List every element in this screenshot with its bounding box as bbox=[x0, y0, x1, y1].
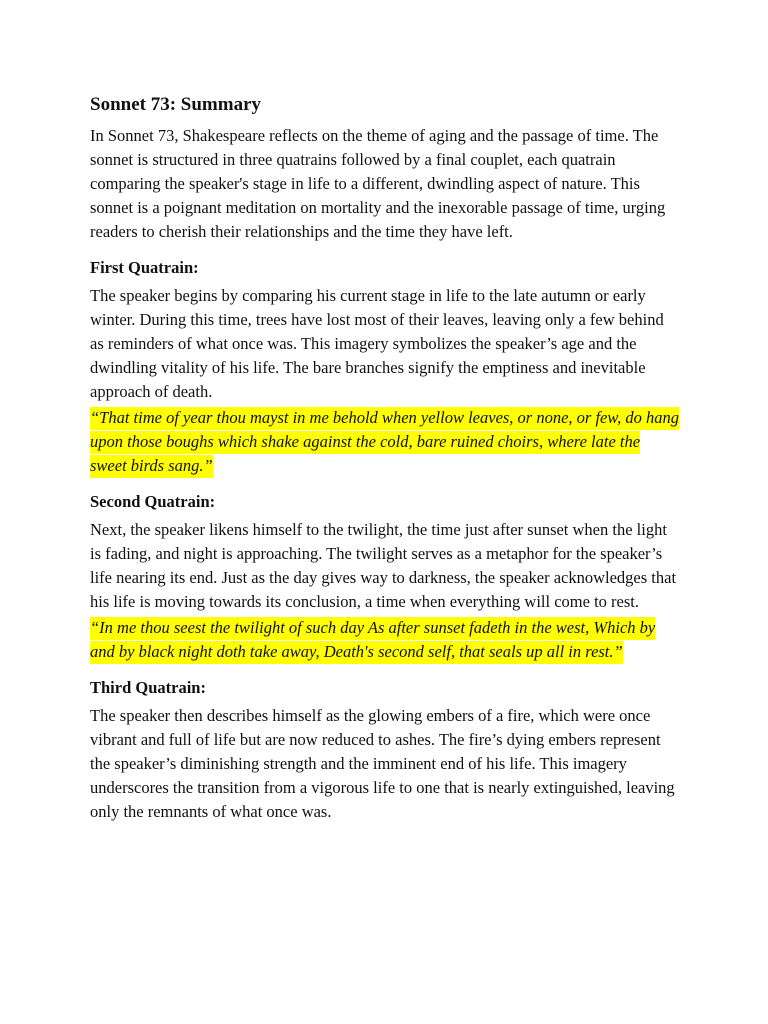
section-body-third-quatrain: The speaker then describes himself as the glowing embers of a fire, which were once vibrant and full of life but are now reduced to ashes. The fire’s dying embers represent the speaker’s diminishing strength and the imminent end of his life. This imagery underscores the transition from a vigorous life to one that is nearly extinguished, leaving only the remnants of what once was. bbox=[90, 706, 675, 821]
section-heading-first-quatrain: First Quatrain: bbox=[90, 258, 199, 277]
section-heading-second-quatrain: Second Quatrain: bbox=[90, 492, 216, 511]
highlighted-quote-first-quatrain bbox=[90, 406, 680, 478]
section-heading-third-quatrain: Third Quatrain: bbox=[90, 678, 206, 697]
intro-paragraph: In Sonnet 73, Shakespeare reflects on the theme of aging and the passage of time. The sonnet is structured in three quatrains followed by a final couplet, each quatrain comparing the speaker's stage in life to a different, dwindling aspect of nature. This sonnet is a poignant meditation on mortality and the inexorable passage of time, urging readers to cherish their relationships and the time they have left. bbox=[90, 126, 666, 241]
document-title: Sonnet 73: Summary bbox=[90, 94, 262, 115]
quote-text: “That time of year thou mayst in me behold when yellow leaves, or none, or few, do hang upon those boughs which shake against the cold, bare ruined choirs, where late the sweet birds sang.” bbox=[90, 407, 679, 478]
quote-text: “In me thou seest the twilight of such day As after sunset fadeth in the west, Which by and by black night doth take away, Death's second self, that seals up all in rest.” bbox=[90, 617, 655, 664]
section-body-first-quatrain: The speaker begins by comparing his current stage in life to the late autumn or early winter. During this time, trees have lost most of their leaves, leaving only a few behind as reminders of what once was. This imagery symbolizes the speaker’s age and the dwindling vitality of his life. The bare branches signify the emptiness and inevitable approach of death. bbox=[90, 286, 664, 401]
section-body-second-quatrain: Next, the speaker likens himself to the twilight, the time just after sunset when the light is fading, and night is approaching. The twilight serves as a metaphor for the speaker’s life nearing its end. Just as the day gives way to darkness, the speaker acknowledges that his life is moving towards its conclusion, a time when everything will come to rest. bbox=[90, 520, 677, 611]
highlighted-quote-second-quatrain bbox=[90, 616, 680, 664]
